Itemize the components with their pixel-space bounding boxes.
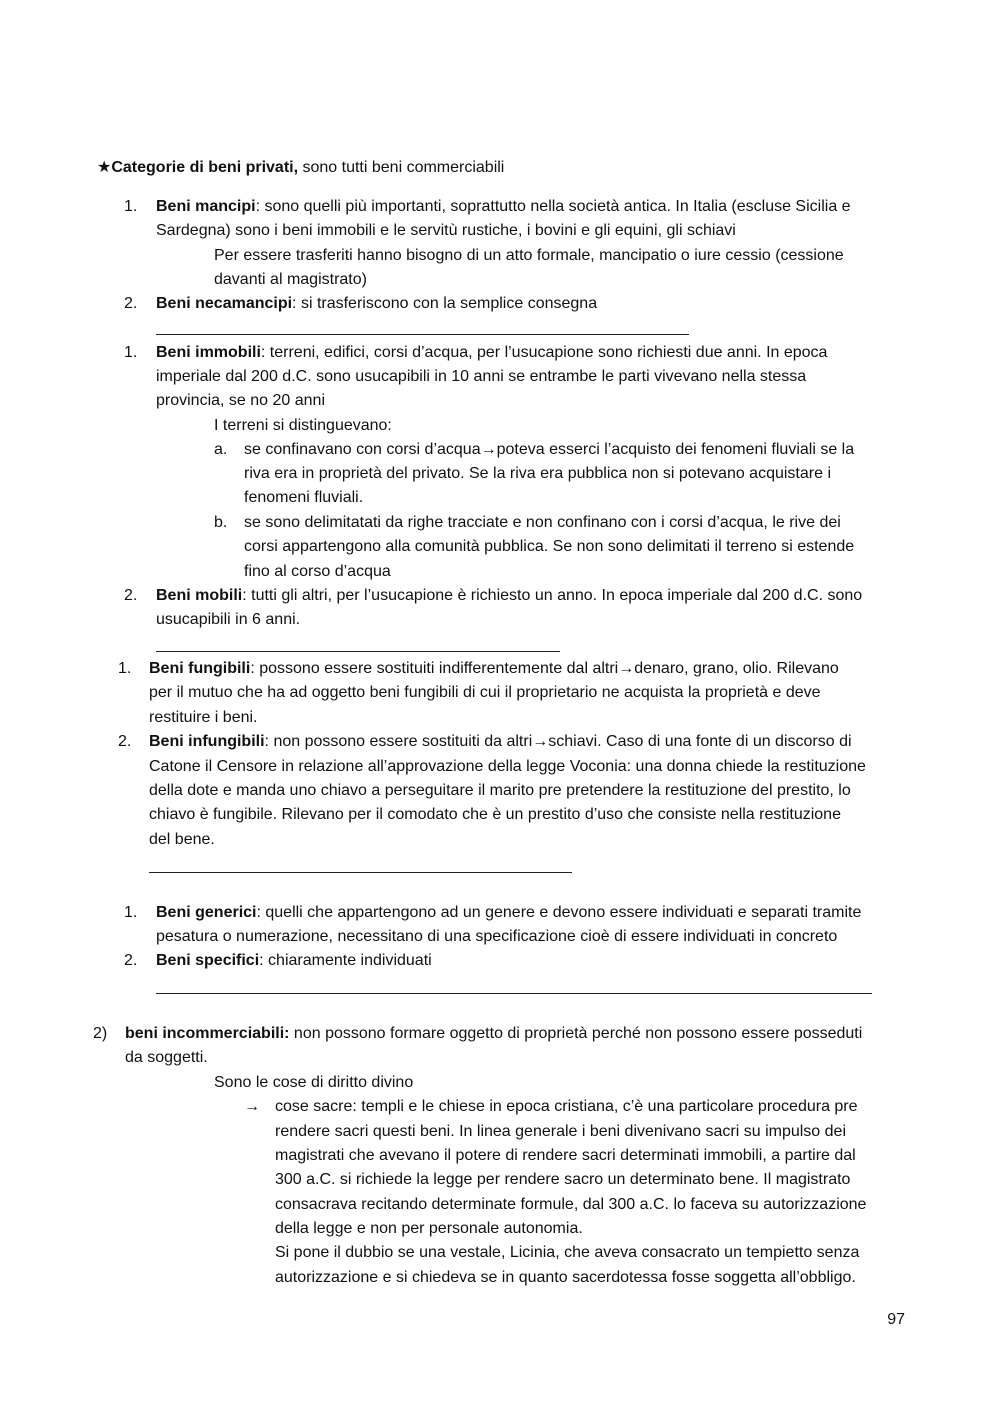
term-bold: Beni immobili	[156, 344, 261, 361]
item-text: non possono formare oggetto di proprietà perché non possono essere posseduti	[289, 1025, 863, 1042]
term-bold: Beni mobili	[156, 587, 243, 604]
term-bold: Beni mancipi	[156, 198, 256, 215]
list-letter: a.	[214, 441, 228, 458]
term-bold: Beni specifici	[156, 952, 260, 969]
text-line: restituire i beni.	[149, 709, 258, 726]
text-line: del bene.	[149, 831, 215, 848]
text-line: 300 a.C. si richiede la legge per rendere sacro un determinato bene. Il magistrato	[275, 1171, 851, 1188]
list-item	[156, 949, 432, 973]
list-item	[156, 292, 597, 316]
text-line: I terreni si distinguevano:	[214, 417, 392, 434]
text-line: Sardegna) sono i beni immobili e le servitù rustiche, i bovini e gli equini, gli schiavi	[156, 222, 736, 239]
text-line: Sono le cose di diritto divino	[214, 1074, 414, 1091]
text-line: chiavo è fungibile. Rilevano per il comodato che è un prestito d’uso che consiste nella restituzione	[149, 806, 841, 823]
text-line: davanti al magistrato)	[214, 271, 367, 288]
separator-line	[149, 872, 572, 873]
list-number: 2.	[124, 295, 138, 312]
term-bold: Beni necamancipi	[156, 295, 293, 312]
list-item	[156, 341, 827, 365]
section-heading	[97, 156, 504, 180]
term-bold: Beni infungibili	[149, 733, 265, 750]
text-line: da soggetti.	[125, 1049, 208, 1066]
item-text: : non possono essere sostituiti da altri→schiavi. Caso di una fonte di un discorso di	[264, 733, 852, 750]
text-line: consacrava recitando determinate formule, dal 300 a.C. lo faceva su autorizzazione	[275, 1196, 867, 1213]
list-item	[149, 657, 839, 681]
text-line: provincia, se no 20 anni	[156, 392, 325, 409]
text-line: pesatura o numerazione, necessitano di una specificazione cioè di essere individuati in concreto	[156, 928, 838, 945]
list-number: 1.	[124, 344, 138, 361]
text-line: cose sacre: templi e le chiese in epoca cristiana, c’è una particolare procedura pre	[275, 1098, 858, 1115]
term-bold: Beni fungibili	[149, 660, 251, 677]
text-line: rendere sacri questi beni. In linea generale i beni divenivano sacri su impulso dei	[275, 1123, 846, 1140]
term-bold: beni incommerciabili:	[125, 1025, 290, 1042]
item-text: : possono essere sostituiti indifferentemente dal altri→denaro, grano, olio. Rilevano	[250, 660, 839, 677]
text-line: corsi appartengono alla comunità pubblica. Se non sono delimitati il terreno si estende	[244, 538, 855, 555]
item-text: : tutti gli altri, per l’usucapione è richiesto un anno. In epoca imperiale dal 200 d.C. sono	[242, 587, 863, 604]
list-number: 2.	[124, 952, 138, 969]
text-line: riva era in proprietà del privato. Se la riva era pubblica non si potevano acquistare i	[244, 465, 831, 482]
list-number: 1.	[124, 904, 138, 921]
text-line: se sono delimitatati da righe tracciate e non confinano con i corsi d’acqua, le rive dei	[244, 514, 841, 531]
text-line: imperiale dal 200 d.C. sono usucapibili in 10 anni se entrambe le parti vivevano nella stessa	[156, 368, 807, 385]
text-line: magistrati che avevano il potere di rendere sacri determinati immobili, a partire dal	[275, 1147, 856, 1164]
list-item	[156, 584, 862, 608]
list-item	[125, 1022, 862, 1046]
list-item	[156, 901, 861, 925]
item-text: : quelli che appartengono ad un genere e devono essere individuati e separati tramite	[256, 904, 862, 921]
text-line: Catone il Censore in relazione all’approvazione della legge Voconia: una donna chiede la restituzione	[149, 758, 866, 775]
list-letter: b.	[214, 514, 228, 531]
list-item	[149, 730, 852, 754]
list-number: 1.	[124, 198, 138, 215]
text-line: della dote e manda uno chiavo a perseguitare il marito pre pretendere la restituzione del prestito, lo	[149, 782, 851, 799]
text-line: Per essere trasferiti hanno bisogno di un atto formale, mancipatio o iure cessio (cessione	[214, 247, 844, 264]
item-text: : sono quelli più importanti, soprattutto nella società antica. In Italia (escluse Sicilia e	[255, 198, 851, 215]
star-icon: ★	[97, 159, 112, 176]
list-number: 2.	[124, 587, 138, 604]
text-line: fenomeni fluviali.	[244, 489, 364, 506]
separator-line	[156, 651, 560, 652]
item-text: : chiaramente individuati	[259, 952, 432, 969]
heading-rest: sono tutti beni commerciabili	[298, 159, 505, 176]
heading-bold: Categorie di beni privati,	[111, 159, 299, 176]
text-line: fino al corso d’acqua	[244, 563, 391, 580]
term-bold: Beni generici	[156, 904, 257, 921]
text-line: per il mutuo che ha ad oggetto beni fungibili di cui il proprietario ne acquista la proprietà e deve	[149, 684, 821, 701]
text-line: autorizzazione e si chiedeva se in quanto sacerdotessa fosse soggetta all’obbligo.	[275, 1269, 856, 1286]
list-number: 2.	[118, 733, 132, 750]
list-number: 2)	[93, 1025, 108, 1042]
separator-line	[156, 993, 872, 994]
text-line: se confinavano con corsi d’acqua→poteva esserci l’acquisto dei fenomeni fluviali se la	[244, 441, 855, 458]
list-number: 1.	[118, 660, 132, 677]
arrow-icon: →	[244, 1098, 260, 1115]
page-number: 97	[887, 1311, 905, 1328]
text-line: usucapibili in 6 anni.	[156, 611, 301, 628]
separator-line	[156, 334, 689, 335]
text-line: della legge e non per personale autonomia.	[275, 1220, 583, 1237]
item-text: : terreni, edifici, corsi d’acqua, per l’usucapione sono richiesti due anni. In epoca	[260, 344, 828, 361]
text-line: Si pone il dubbio se una vestale, Licinia, che aveva consacrato un tempietto senza	[275, 1244, 860, 1261]
list-item	[156, 195, 851, 219]
item-text: : si trasferiscono con la semplice consegna	[292, 295, 598, 312]
